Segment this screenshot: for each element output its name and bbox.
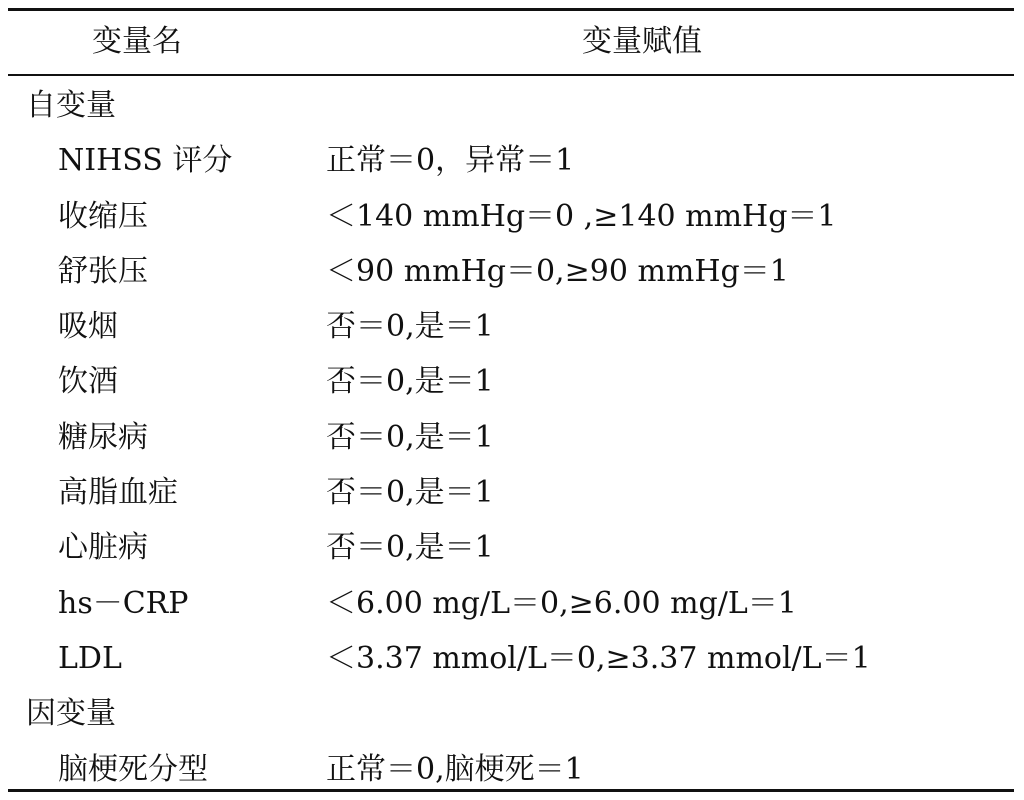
variable-name: 吸烟 — [58, 309, 118, 345]
table-row — [8, 576, 1014, 631]
variable-value: ＜140 mmHg＝0 ,≥140 mmHg＝1 — [326, 198, 837, 234]
variable-name: 饮酒 — [58, 364, 118, 400]
header-rule — [8, 74, 1014, 76]
variable-name: 舒张压 — [58, 253, 148, 289]
header-variable-value: 变量赋值 — [582, 24, 702, 59]
group-row-dependent — [8, 686, 1014, 741]
variable-name: NIHSS 评分 — [58, 143, 233, 179]
variable-value: ＜90 mmHg＝0,≥90 mmHg＝1 — [326, 253, 789, 289]
variable-name: 收缩压 — [58, 198, 148, 234]
variable-name: 高脂血症 — [58, 475, 178, 511]
variable-name: LDL — [58, 640, 122, 676]
variable-value: 否＝0,是＝1 — [326, 475, 494, 511]
variable-value: ＜3.37 mmol/L＝0,≥3.37 mmol/L＝1 — [326, 640, 871, 676]
variable-value: 正常＝0，异常＝1 — [326, 143, 575, 179]
variable-value: ＜6.00 mg/L＝0,≥6.00 mg/L＝1 — [326, 585, 797, 621]
variable-value: 否＝0,是＝1 — [326, 530, 494, 566]
bottom-rule — [8, 789, 1014, 792]
variable-name: 心脏病 — [58, 530, 148, 566]
variable-value: 否＝0,是＝1 — [326, 419, 494, 455]
group-label: 因变量 — [26, 696, 116, 732]
variable-value: 否＝0,是＝1 — [326, 309, 494, 345]
variable-name: hs－CRP — [58, 585, 189, 621]
table-row — [8, 520, 1014, 575]
table-row — [8, 299, 1014, 354]
table-row — [8, 631, 1014, 686]
variable-name: 糖尿病 — [58, 419, 148, 455]
table-row — [8, 133, 1014, 188]
table-row — [8, 465, 1014, 520]
table-header — [8, 11, 1014, 74]
table-row — [8, 354, 1014, 409]
table-row — [8, 410, 1014, 465]
table-body — [8, 78, 1014, 797]
group-label: 自变量 — [26, 88, 116, 123]
table-row — [8, 244, 1014, 299]
variable-value: 正常＝0,脑梗死＝1 — [326, 751, 584, 787]
group-row-independent — [8, 78, 1014, 133]
table-row — [8, 189, 1014, 244]
variable-value: 否＝0,是＝1 — [326, 364, 494, 400]
variable-assignment-table — [8, 8, 1014, 76]
variable-name: 脑梗死分型 — [58, 751, 208, 787]
header-variable-name: 变量名 — [92, 24, 182, 59]
